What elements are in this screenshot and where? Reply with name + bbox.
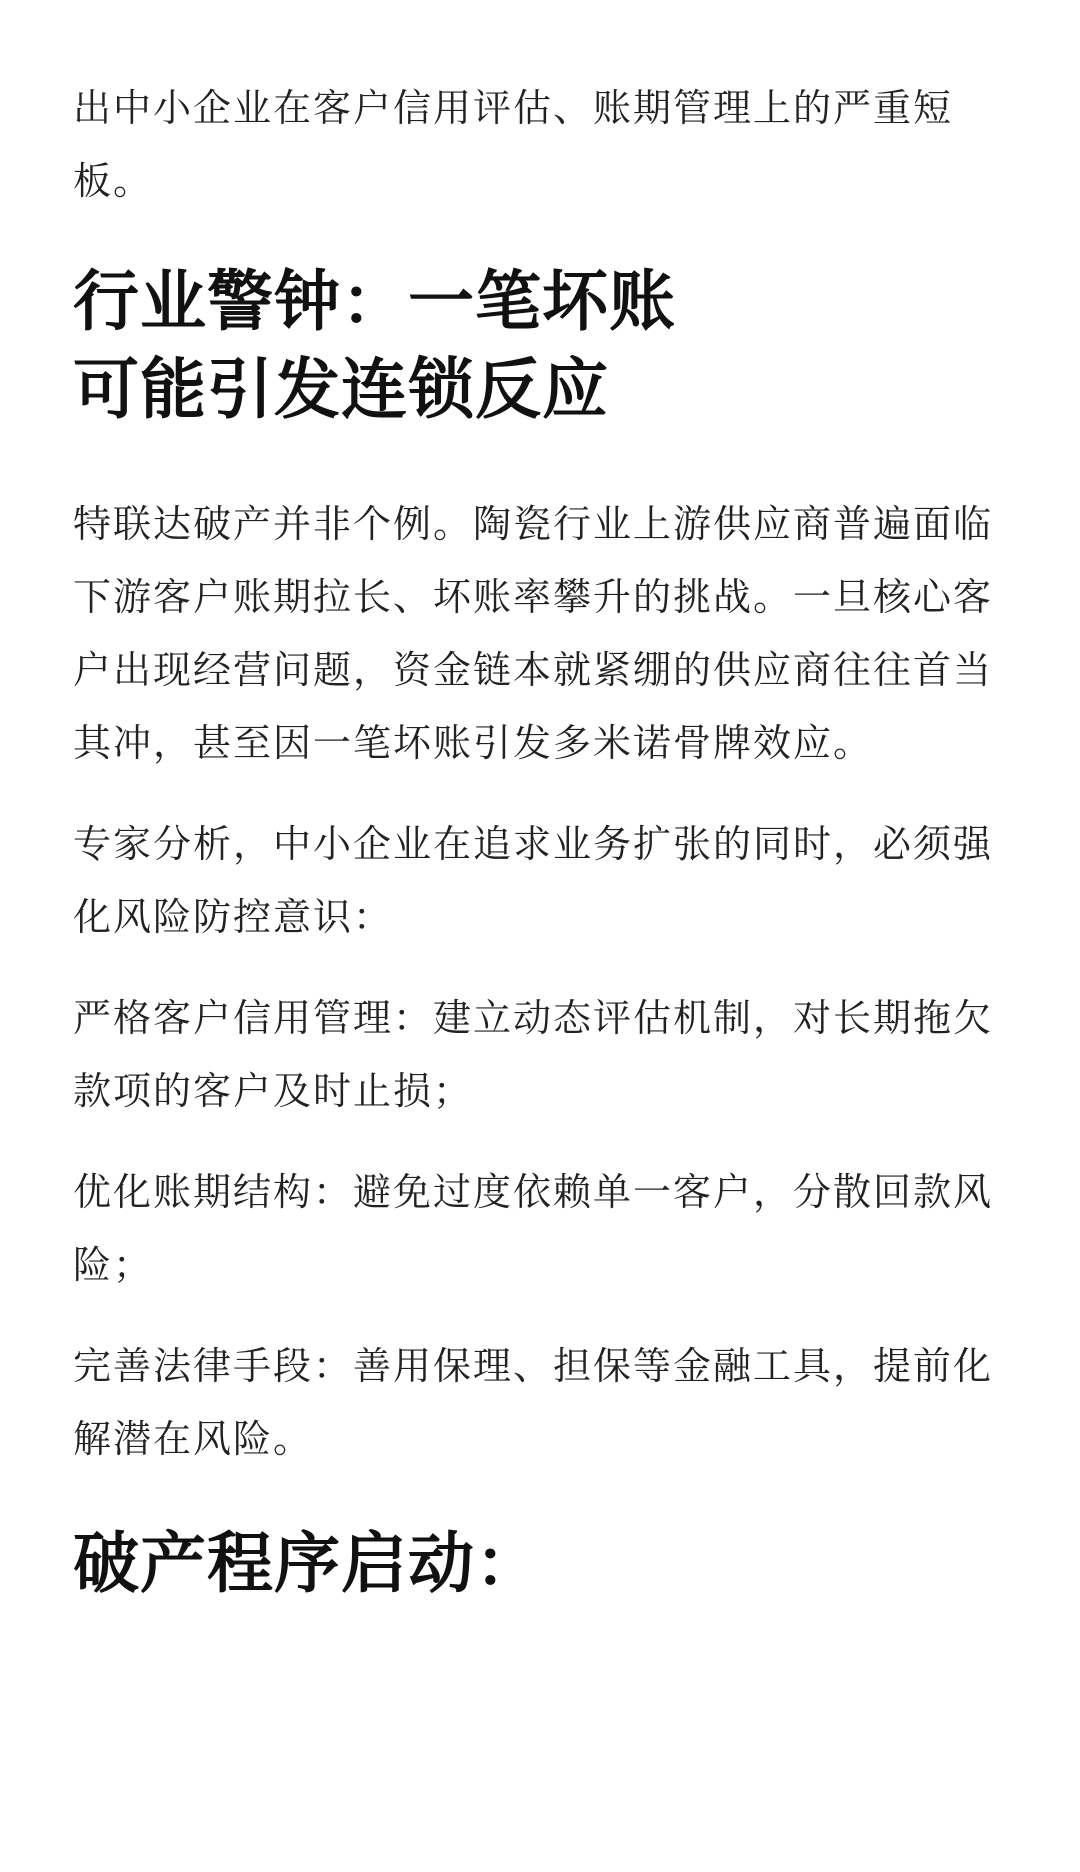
- section-heading-industry-alarm: [73, 258, 1005, 434]
- expert-analysis-paragraph: 专家分析，中小企业在追求业务扩张的同时，必须强化风险防控意识：: [73, 822, 994, 939]
- heading-line-1: 行业警钟：一笔坏账: [73, 263, 676, 340]
- article-body: [0, 72, 1080, 1872]
- measure-item-credit-management: 严格客户信用管理：建立动态评估机制，对长期拖欠款项的客户及时止损；: [73, 996, 994, 1113]
- measure-item-payment-terms: 优化账期结构：避免过度依赖单一客户，分散回款风险；: [73, 1170, 994, 1287]
- section-heading-bankruptcy-procedure: 破产程序启动：: [73, 1525, 542, 1602]
- intro-paragraph-tail: 出中小企业在客户信用评估、账期管理上的严重短板。: [73, 86, 954, 203]
- measure-item-legal-means: 完善法律手段：善用保理、担保等金融工具，提前化解潜在风险。: [73, 1344, 994, 1461]
- heading-line-2: 可能引发连锁反应: [73, 351, 609, 428]
- case-paragraph: 特联达破产并非个例。陶瓷行业上游供应商普遍面临下游客户账期拉长、坏账率攀升的挑战。一旦核心客户出现经营问题，资金链本就紧绷的供应商往往首当其冲，甚至因一笔坏账引发多米诺骨牌效应。: [73, 502, 994, 765]
